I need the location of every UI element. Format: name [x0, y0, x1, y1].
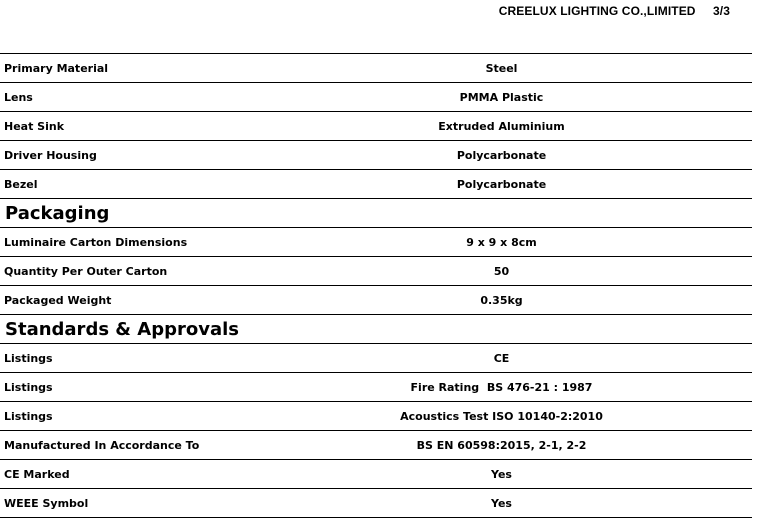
spec-value: 50: [493, 264, 510, 278]
spec-label: Listings: [4, 380, 53, 394]
spec-label: Primary Material: [4, 61, 109, 75]
spec-table: [0, 53, 752, 518]
spec-row-packaged-weight: [0, 286, 752, 315]
spec-value: Polycarbonate: [456, 177, 547, 191]
section-title: Packaging: [5, 203, 110, 224]
spec-label: CE Marked: [4, 467, 70, 481]
spec-value: Yes: [491, 496, 512, 510]
spec-value: Fire Rating BS 476-21 : 1987: [410, 380, 593, 394]
spec-value: Polycarbonate: [456, 148, 547, 162]
spec-label: Heat Sink: [4, 119, 65, 133]
spec-row-quantity-per-carton: [0, 257, 752, 286]
spec-value: Steel: [485, 61, 518, 75]
spec-label: Bezel: [4, 177, 38, 191]
section-title: Standards & Approvals: [5, 319, 239, 340]
spec-row-carton-dimensions: [0, 228, 752, 257]
spec-value: BS EN 60598:2015, 2-1, 2-2: [416, 438, 587, 452]
spec-label: Listings: [4, 409, 53, 423]
spec-value: Acoustics Test ISO 10140-2:2010: [400, 409, 603, 423]
spec-label: Manufactured In Accordance To: [4, 438, 200, 452]
section-header-standards: [0, 315, 752, 344]
spec-row-driver-housing: [0, 141, 752, 170]
spec-value: 9 x 9 x 8cm: [466, 235, 537, 249]
spec-row-listings-ce: [0, 344, 752, 373]
spec-label: Listings: [4, 351, 53, 365]
spec-row-lens: [0, 83, 752, 112]
spec-value: PMMA Plastic: [459, 90, 544, 104]
spec-value: Extruded Aluminium: [438, 119, 565, 133]
spec-label: Quantity Per Outer Carton: [4, 264, 168, 278]
spec-row-bezel: [0, 170, 752, 199]
spec-label: Driver Housing: [4, 148, 97, 162]
spec-row-primary-material: [0, 54, 752, 83]
page-header: [499, 4, 730, 18]
spec-value: Yes: [491, 467, 512, 481]
spec-label: Lens: [4, 90, 33, 104]
section-header-packaging: [0, 199, 752, 228]
spec-row-heat-sink: [0, 112, 752, 141]
spec-row-ce-marked: [0, 460, 752, 489]
spec-label: WEEE Symbol: [4, 496, 89, 510]
spec-value: CE: [493, 351, 510, 365]
spec-row-manufactured-to: [0, 431, 752, 460]
spec-value: 0.35kg: [480, 293, 523, 307]
company-name: CREELUX LIGHTING CO.,LIMITED: [498, 4, 696, 18]
spec-label: Luminaire Carton Dimensions: [4, 235, 188, 249]
page-number: 3/3: [713, 4, 730, 18]
spec-row-listings-fire-rating: [0, 373, 752, 402]
spec-row-weee-symbol: [0, 489, 752, 518]
spec-row-listings-acoustics: [0, 402, 752, 431]
spec-label: Packaged Weight: [4, 293, 112, 307]
